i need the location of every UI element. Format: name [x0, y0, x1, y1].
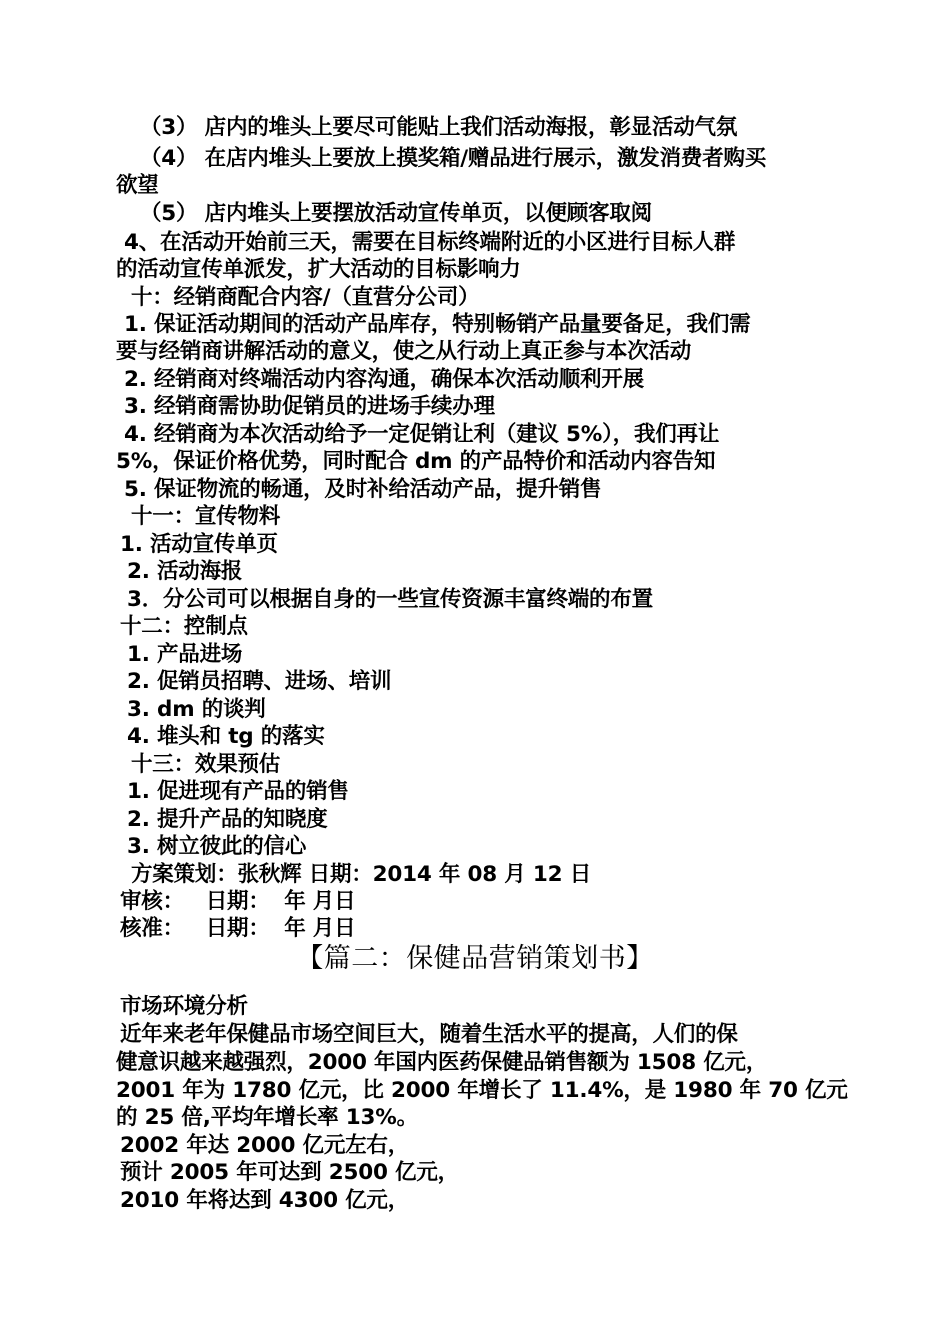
list-item: 3. 树立彼此的信心 — [127, 834, 307, 859]
list-item: 1. 产品进场 — [127, 642, 243, 667]
list-item: 3．分公司可以根据自身的一些宣传资源丰富终端的布置 — [127, 587, 653, 612]
section-heading: 【篇二：保健品营销策划书】 — [296, 943, 654, 974]
section-title: 市场环境分析 — [120, 994, 248, 1019]
section-title: 十二：控制点 — [120, 614, 248, 639]
section-title: 十一：宣传物料 — [131, 504, 281, 529]
text-line: 欲望 — [116, 173, 159, 198]
text-line: 5%，保证价格优势，同时配合 dm 的产品特价和活动内容告知 — [116, 449, 716, 474]
section-title: 十：经销商配合内容/（直营分公司） — [131, 285, 480, 310]
list-item: 4. 堆头和 tg 的落实 — [127, 724, 325, 749]
text-line: （4） 在店内堆头上要放上摸奖箱/赠品进行展示，激发消费者购买 — [140, 146, 767, 171]
list-item: 3. 经销商需协助促销员的进场手续办理 — [124, 394, 495, 419]
approval-line: 核准： 日期： 年 月日 — [120, 916, 356, 941]
list-item: 2. 经销商对终端活动内容沟通，确保本次活动顺利开展 — [124, 367, 644, 392]
review-line: 审核： 日期： 年 月日 — [120, 889, 356, 914]
text-line: 要与经销商讲解活动的意义，使之从行动上真正参与本次活动 — [116, 339, 692, 364]
list-item: 1. 促进现有产品的销售 — [127, 779, 349, 804]
text-line: （3） 店内的堆头上要尽可能贴上我们活动海报，彰显活动气氛 — [140, 115, 738, 140]
text-line: 1. 保证活动期间的活动产品库存，特别畅销产品量要备足，我们需 — [124, 312, 751, 337]
list-item: 4. 经销商为本次活动给予一定促销让利（建议 5%），我们再让 — [124, 422, 720, 447]
text-line: 2002 年达 2000 亿元左右， — [120, 1133, 410, 1158]
section-title: 十三：效果预估 — [131, 752, 281, 777]
text-line: 的活动宣传单派发，扩大活动的目标影响力 — [116, 257, 521, 282]
list-item: 3. dm 的谈判 — [127, 697, 266, 722]
text-line: 4、在活动开始前三天，需要在目标终端附近的小区进行目标人群 — [124, 230, 736, 255]
text-line: 近年来老年保健品市场空间巨大，随着生活水平的提高，人们的保 — [120, 1022, 738, 1047]
list-item: 2. 提升产品的知晓度 — [127, 807, 328, 832]
list-item: 2. 活动海报 — [127, 559, 243, 584]
text-line: （5） 店内堆头上要摆放活动宣传单页，以便顾客取阅 — [140, 201, 652, 226]
text-line: 2010 年将达到 4300 亿元， — [120, 1188, 410, 1213]
text-line: 2001 年为 1780 亿元，比 2000 年增长了 11.4%，是 1980 年 70 亿元 — [116, 1078, 848, 1103]
list-item: 2. 促销员招聘、进场、培训 — [127, 669, 392, 694]
list-item: 5. 保证物流的畅通，及时补给活动产品，提升销售 — [124, 477, 602, 502]
text-line: 预计 2005 年可达到 2500 亿元， — [120, 1160, 459, 1185]
text-line: 健意识越来越强烈，2000 年国内医药保健品销售额为 1508 亿元， — [116, 1050, 768, 1075]
signature-line: 方案策划：张秋辉 日期：2014 年 08 月 12 日 — [131, 862, 591, 887]
text-line: 的 25 倍,平均年增长率 13%。 — [116, 1105, 418, 1130]
list-item: 1. 活动宣传单页 — [120, 532, 278, 557]
